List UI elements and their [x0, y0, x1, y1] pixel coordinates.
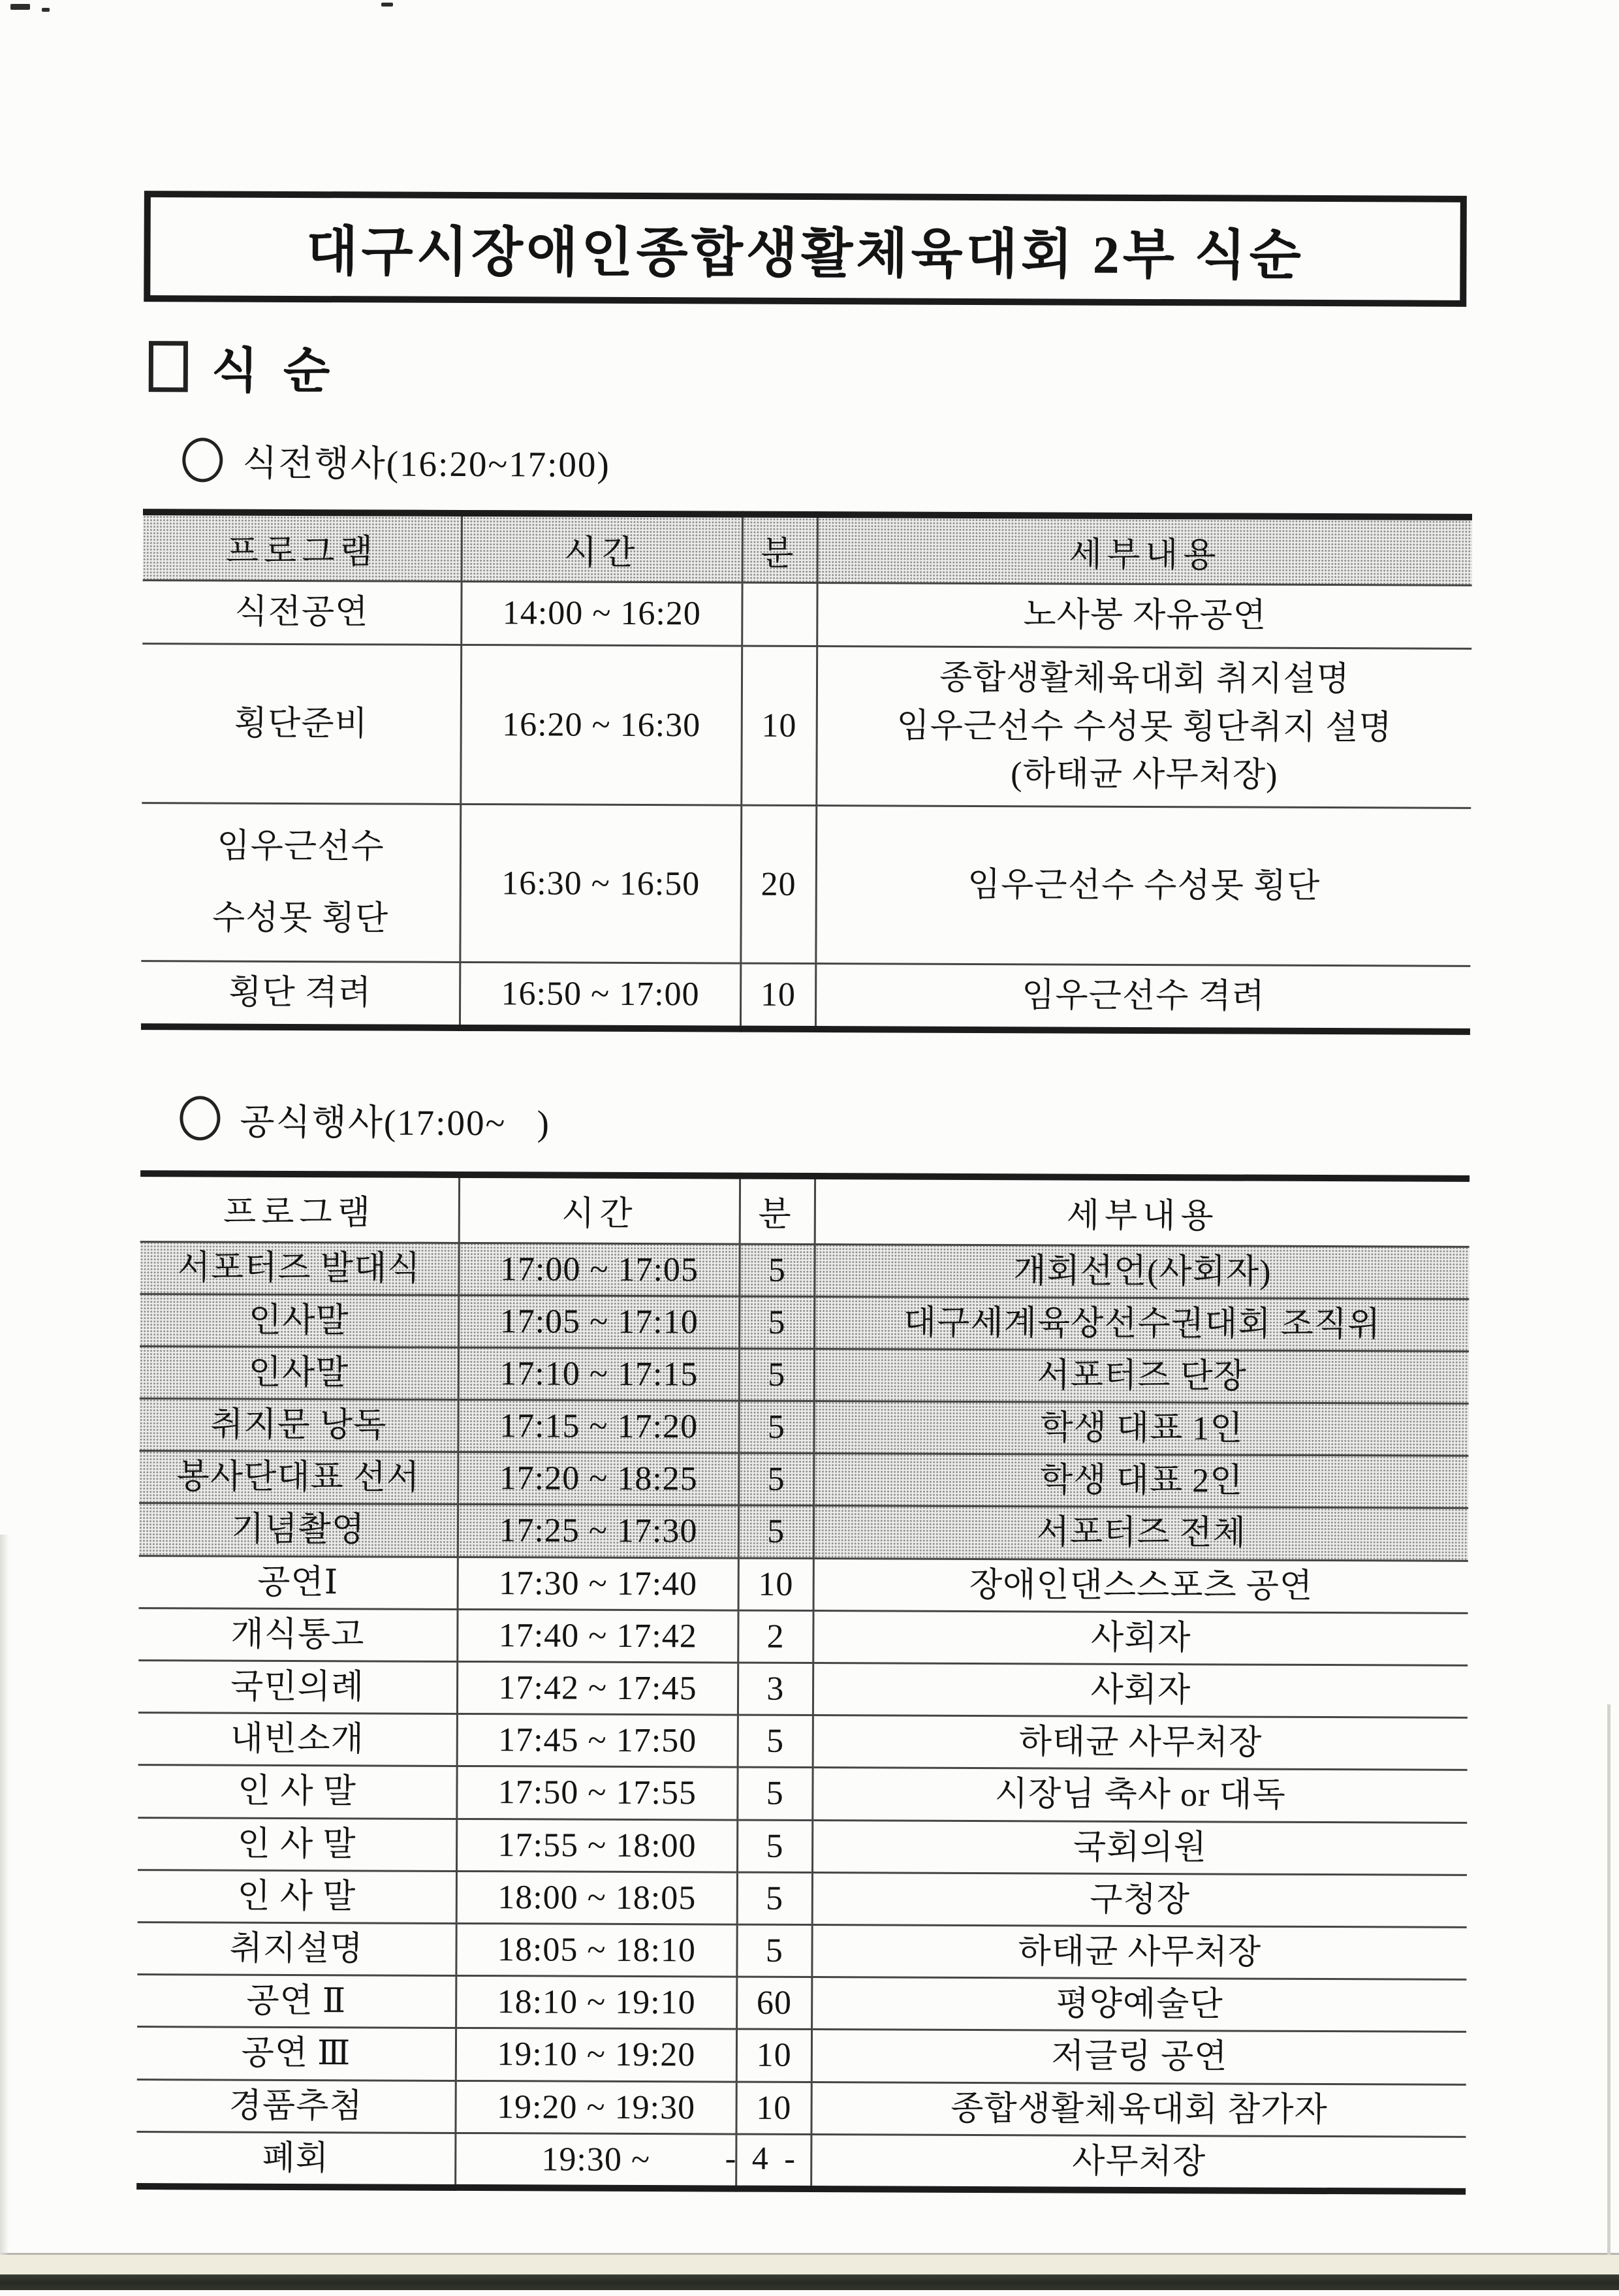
column-header-program: 프로그램 — [143, 512, 462, 581]
table-row — [138, 1661, 1468, 1718]
time-cell: 19:30 ~ — [456, 2133, 736, 2188]
scan-edge-strip — [0, 2255, 1619, 2274]
time-cell: 17:05 ~ 17:10 — [459, 1295, 740, 1348]
time-cell: 14:00 ~ 16:20 — [462, 581, 742, 645]
table-row — [140, 1294, 1469, 1351]
minutes-cell: 5 — [739, 1348, 814, 1401]
table-row — [140, 1241, 1469, 1299]
column-header-program: 프로그램 — [140, 1173, 460, 1243]
time-cell: 17:50 ~ 17:55 — [457, 1766, 738, 1820]
time-cell: 18:00 ~ 18:05 — [456, 1871, 737, 1924]
program-cell: 내빈소개 — [138, 1713, 458, 1766]
table-header-row — [140, 1173, 1470, 1247]
program-cell: 인사말 — [140, 1346, 459, 1399]
program-cell: 기념촬영 — [139, 1503, 458, 1557]
minutes-cell: 3 — [738, 1663, 813, 1715]
program-cell: 폐회 — [136, 2131, 456, 2188]
time-cell: 17:30 ~ 17:40 — [458, 1557, 738, 1610]
program-cell: 인 사 말 — [138, 1817, 457, 1871]
table-row — [142, 581, 1471, 649]
program-cell: 횡단 격려 — [141, 961, 460, 1027]
time-cell: 16:30 ~ 16:50 — [460, 805, 742, 963]
program-cell: 국민의례 — [138, 1661, 458, 1714]
time-cell: 17:20 ~ 18:25 — [458, 1452, 739, 1506]
time-cell: 18:10 ~ 19:10 — [456, 1976, 737, 2030]
detail-cell: 사회자 — [813, 1663, 1468, 1718]
table-row — [137, 2027, 1466, 2084]
time-cell: 17:40 ~ 17:42 — [458, 1609, 738, 1663]
table-row — [137, 1922, 1466, 1980]
time-cell: 19:10 ~ 19:20 — [456, 2028, 736, 2082]
section-heading-label: 식 순 — [211, 344, 337, 399]
time-cell: 17:00 ~ 17:05 — [459, 1243, 740, 1296]
pre-event-table — [141, 509, 1472, 1034]
detail-cell: 사회자 — [813, 1610, 1468, 1665]
table-row — [142, 643, 1471, 808]
minutes-cell: 10 — [736, 2029, 811, 2082]
table-row — [138, 1817, 1467, 1875]
minutes-cell: 60 — [736, 1977, 811, 2030]
table-row — [138, 1765, 1467, 1823]
column-header-detail: 세부내용 — [815, 1176, 1470, 1247]
program-cell: 공연Ⅰ — [139, 1555, 458, 1609]
minutes-cell: 5 — [739, 1401, 814, 1454]
program-cell: 식전공연 — [142, 581, 462, 645]
scan-edge-dark-strip — [0, 2274, 1619, 2290]
table-row — [139, 1451, 1468, 1508]
scan-speck — [42, 8, 50, 12]
pre-event-label: 식전행사(16:20~17:00) — [242, 443, 610, 485]
minutes-cell: 5 — [737, 1820, 812, 1873]
time-cell: 17:25 ~ 17:30 — [458, 1505, 738, 1558]
program-cell: 인 사 말 — [138, 1870, 457, 1923]
detail-cell: 국회의원 — [812, 1820, 1467, 1875]
minutes-cell: 10 — [736, 2082, 811, 2135]
time-cell: 17:45 ~ 17:50 — [457, 1714, 738, 1768]
page-number: - 4 - — [725, 2139, 800, 2176]
title-box — [144, 191, 1467, 307]
scan-speck — [381, 3, 393, 7]
detail-cell: 개회선언(사회자) — [815, 1244, 1470, 1299]
detail-cell: 학생 대표 1인 — [814, 1401, 1469, 1456]
detail-cell: 임우근선수 수성못 횡단 — [816, 806, 1471, 966]
minutes-cell — [742, 582, 817, 646]
scan-artifact-line — [1607, 1704, 1611, 2255]
table-row — [140, 1346, 1469, 1403]
table-row — [138, 1608, 1468, 1665]
time-cell: 17:10 ~ 17:15 — [458, 1347, 739, 1401]
minutes-cell: 5 — [737, 1872, 812, 1925]
detail-cell: 시장님 축사 or 대독 — [813, 1768, 1468, 1823]
detail-cell: 노사봉 자유공연 — [817, 583, 1471, 649]
detail-cell: 학생 대표 2인 — [813, 1454, 1468, 1508]
minutes-cell: 5 — [740, 1244, 815, 1297]
circle-bullet-icon — [180, 1096, 220, 1140]
detail-cell: 장애인댄스스포츠 공연 — [813, 1558, 1468, 1613]
detail-cell: 하태균 사무처장 — [812, 1924, 1467, 1979]
program-cell: 임우근선수 수성못 횡단 — [141, 803, 461, 962]
official-event-heading — [180, 1092, 1614, 1149]
table-row — [136, 2079, 1466, 2137]
program-cell: 공연 Ⅲ — [137, 2027, 456, 2081]
time-cell: 16:20 ~ 16:30 — [461, 645, 742, 805]
column-header-minutes: 분 — [742, 515, 817, 583]
column-header-time: 시간 — [459, 1174, 740, 1243]
program-cell: 횡단준비 — [142, 643, 462, 804]
scan-artifact-shade — [0, 1535, 9, 2255]
minutes-cell: 5 — [738, 1453, 813, 1506]
table-row — [138, 1713, 1468, 1770]
time-cell: 19:20 ~ 19:30 — [456, 2081, 736, 2134]
time-cell: 17:15 ~ 17:20 — [458, 1400, 739, 1454]
minutes-cell: 10 — [738, 1558, 813, 1611]
square-bullet-icon — [149, 341, 188, 392]
detail-cell: 구청장 — [812, 1872, 1467, 1927]
minutes-cell: 20 — [741, 805, 817, 963]
detail-cell: 사무처장 — [811, 2134, 1466, 2192]
time-cell: 17:42 ~ 17:45 — [458, 1661, 738, 1715]
minutes-cell: 10 — [741, 646, 817, 806]
pre-event-heading — [182, 434, 1617, 490]
column-header-minutes: 분 — [740, 1175, 815, 1244]
minutes-cell: 10 — [740, 963, 815, 1029]
table-row — [141, 803, 1471, 966]
program-cell: 개식통고 — [138, 1608, 458, 1661]
detail-cell: 종합생활체육대회 참가자 — [811, 2082, 1466, 2137]
detail-cell: 저글링 공연 — [811, 2030, 1466, 2084]
program-cell: 인 사 말 — [138, 1765, 457, 1819]
program-cell: 봉사단대표 선서 — [139, 1451, 458, 1505]
program-cell: 공연 Ⅱ — [137, 1975, 456, 2028]
table-header-row — [143, 512, 1472, 585]
column-header-time: 시간 — [462, 513, 742, 582]
program-cell: 경품추첨 — [136, 2079, 456, 2133]
detail-cell: 하태균 사무처장 — [813, 1715, 1468, 1770]
detail-cell: 서포터즈 전체 — [813, 1506, 1468, 1561]
detail-cell: 서포터즈 단장 — [814, 1348, 1469, 1403]
page-title: 대구시장애인종합생활체육대회 2부 식순 — [306, 221, 1304, 285]
time-cell: 16:50 ~ 17:00 — [460, 962, 741, 1028]
section-heading — [149, 332, 1618, 407]
minutes-cell: 5 — [738, 1506, 813, 1559]
detail-cell: 종합생활체육대회 취지설명 임우근선수 수성못 횡단취지 설명 (하태균 사무처장) — [817, 646, 1472, 808]
circle-bullet-icon — [182, 438, 223, 482]
table-row — [141, 961, 1470, 1031]
program-cell: 취지문 낭독 — [139, 1399, 458, 1452]
column-header-detail: 세부내용 — [817, 515, 1472, 585]
table-row — [137, 1975, 1466, 2032]
minutes-cell: 5 — [738, 1767, 813, 1820]
minutes-cell: 5 — [737, 1924, 812, 1977]
detail-cell: 임우근선수 격려 — [815, 963, 1470, 1031]
detail-cell: 평양예술단 — [811, 1977, 1466, 2032]
program-cell: 인사말 — [140, 1294, 459, 1347]
time-cell: 18:05 ~ 18:10 — [456, 1923, 737, 1977]
table-row — [138, 1870, 1467, 1927]
table-row — [139, 1503, 1468, 1561]
detail-cell: 대구세계육상선수권대회 조직위 — [814, 1296, 1469, 1351]
scan-speck — [10, 4, 30, 10]
time-cell: 17:55 ~ 18:00 — [457, 1819, 738, 1872]
table-row — [139, 1399, 1468, 1456]
official-event-table — [136, 1170, 1470, 2195]
official-event-label: 공식행사(17:00~ ) — [240, 1102, 550, 1143]
program-cell: 서포터즈 발대식 — [140, 1241, 459, 1295]
program-cell: 취지설명 — [137, 1922, 456, 1976]
minutes-cell: 2 — [738, 1610, 813, 1663]
minutes-cell: 5 — [739, 1296, 814, 1349]
table-row — [139, 1555, 1468, 1613]
minutes-cell: 5 — [738, 1715, 813, 1768]
